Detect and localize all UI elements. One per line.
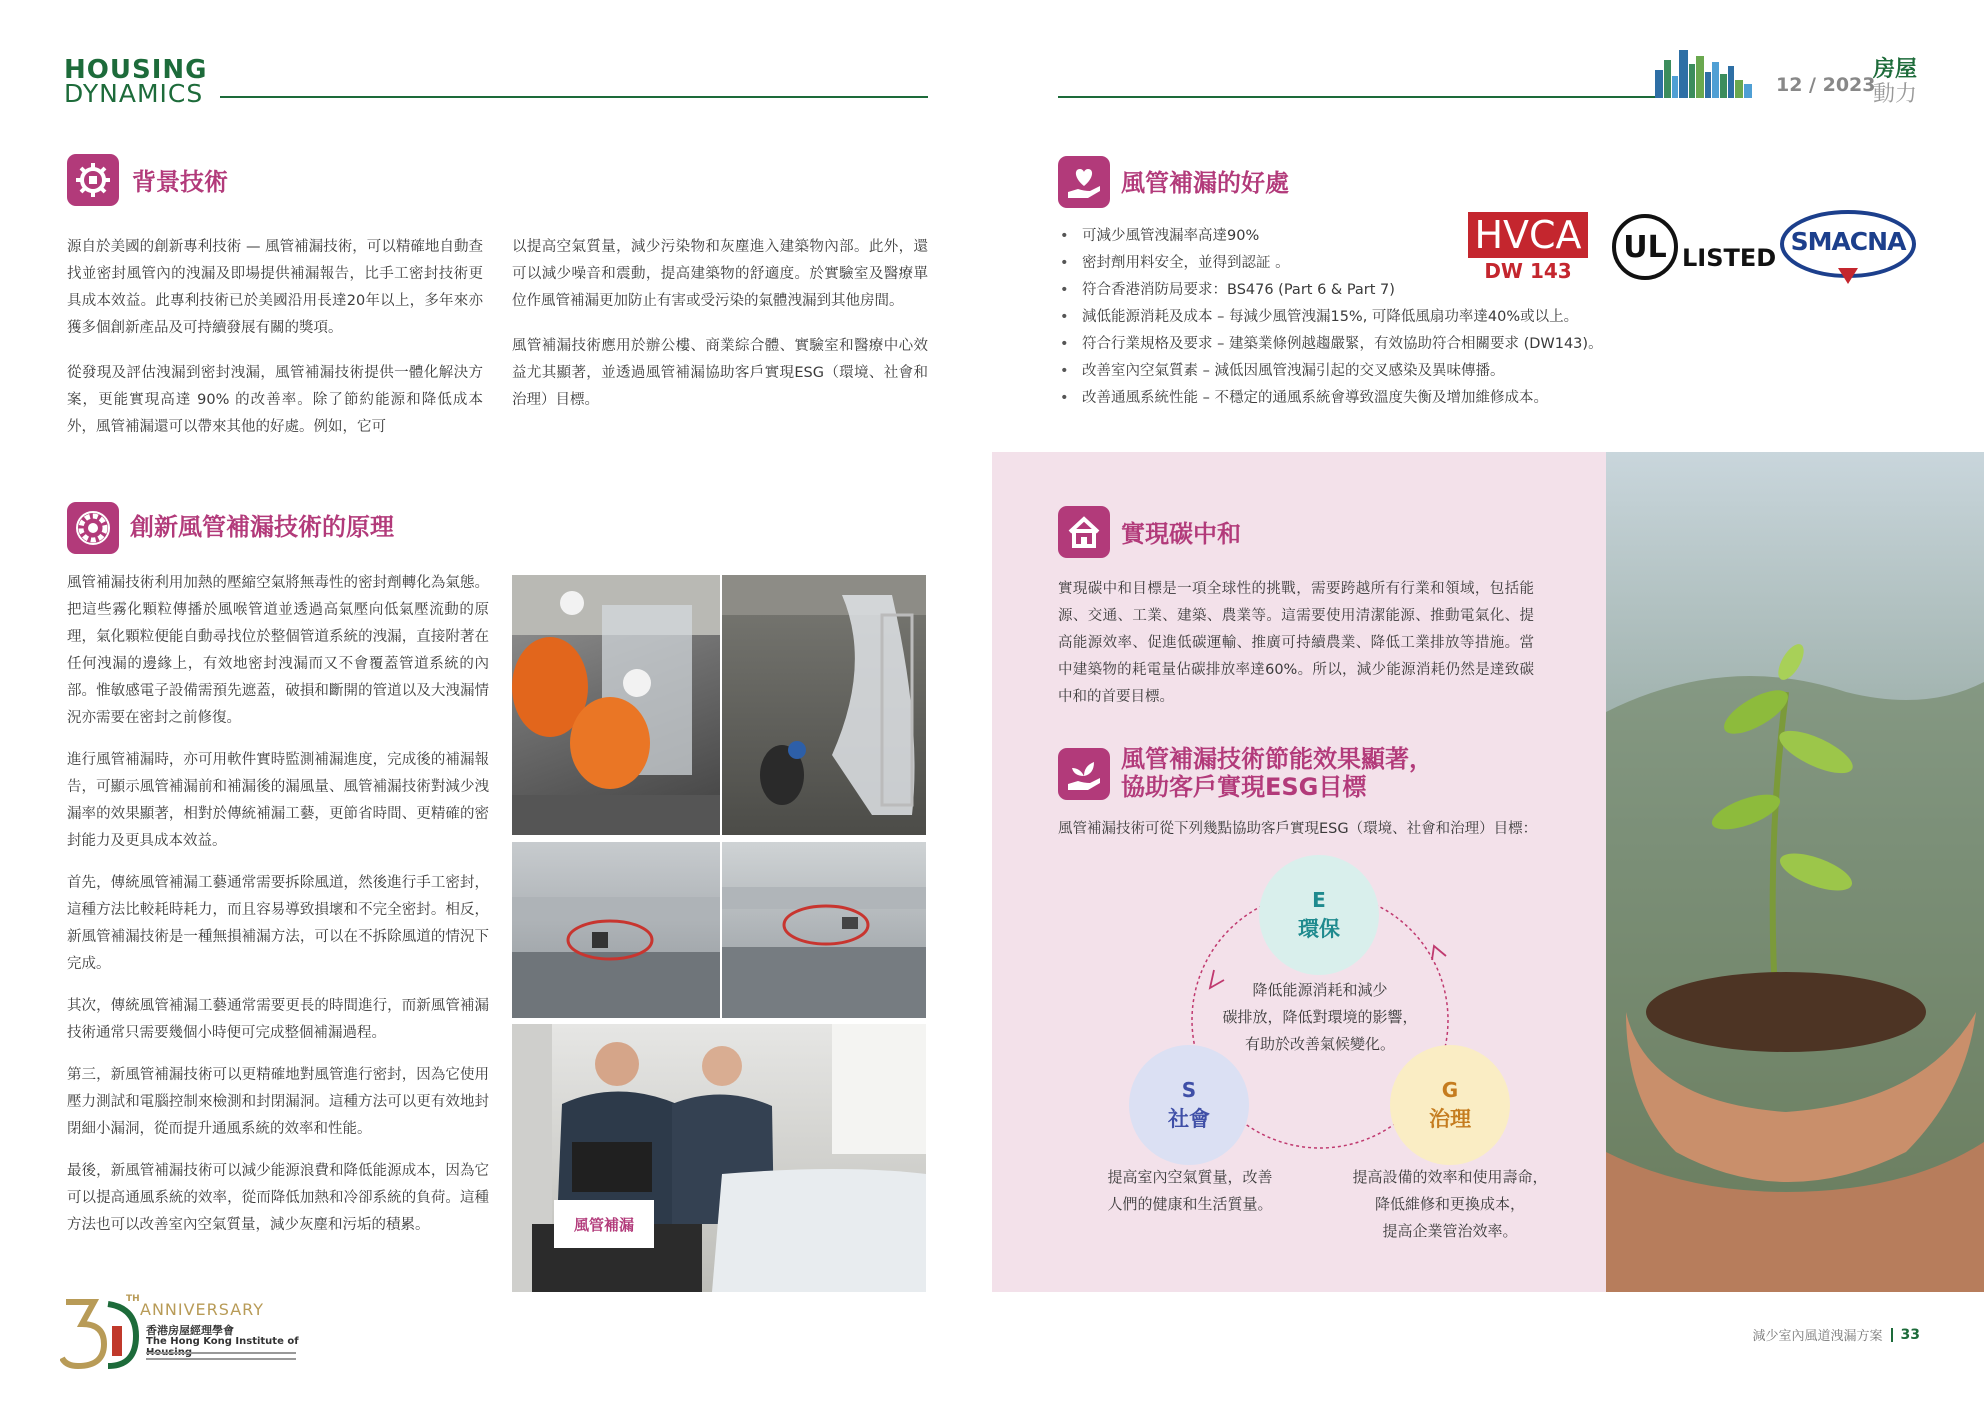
esg-g-letter: G xyxy=(1441,1078,1459,1102)
brand-line2: DYNAMICS xyxy=(64,79,204,108)
esg-g-desc-line: 提高企業管治效率。 xyxy=(1382,1222,1518,1240)
smacna-logo xyxy=(1778,208,1918,286)
esg-s-desc-line: 人們的健康和生活質量。 xyxy=(1107,1195,1273,1213)
list-item: • 符合行業規格及要求 – 建築業條例越趨嚴緊，有效協助符合相關要求 (DW143)。 xyxy=(1060,331,1660,358)
section-title-esg-1: 風管補漏技術節能效果顯著， xyxy=(1121,745,1433,773)
anniversary-th: TH xyxy=(126,1294,140,1304)
paragraph: 進行風管補漏時，亦可用軟件實時監測補漏進度，完成後的補漏報告，可顯示風管補漏前和補漏後的漏風量、風管補漏技術對減少洩漏率的效果顯著，相對於傳統補漏工藝，更節省時間、更精確的密封能力及更具成本效益。 xyxy=(67,752,489,849)
paragraph: 風管補漏技術利用加熱的壓縮空氣將無毒性的密封劑轉化為氣態。把這些霧化顆粒傳播於風喉管道並透過高氣壓向低氣壓流動的原理，氣化顆粒便能自動尋找位於整個管道系統的洩漏，直接附著在任何洩漏的邊緣上，有效地密封洩漏而又不會覆蓋管道系統的內部。惟敏感電子設備需預先遮蓋，破損和斷開的管道以及大洩漏情況亦需要在密封之前修復。 xyxy=(67,575,489,726)
header-rule-right xyxy=(1058,96,1656,98)
anniversary-text: ANNIVERSARY xyxy=(140,1300,265,1319)
ul-text: UL xyxy=(1623,229,1667,265)
hand-plant-icon xyxy=(1058,748,1110,800)
list-item: • 密封劑用料安全，並得到認証 。 xyxy=(1060,250,1660,277)
paragraph: 最後，新風管補漏技術可以減少能源浪費和降低能源成本，因為它可以提高通風系統的效率，從而降低加熱和冷卻系統的負荷。這種方法也可以改善室內空氣質量，減少灰塵和污垢的積累。 xyxy=(67,1163,489,1233)
esg-e-desc-line: 有助於改善氣候變化。 xyxy=(1244,1035,1395,1053)
esg-e-desc xyxy=(1180,977,1460,1058)
section-title-esg-2: 協助客戶實現ESG目標 xyxy=(1121,773,1367,801)
brand-line1: HOUSING xyxy=(64,55,208,85)
ul-listed-logo xyxy=(1612,214,1777,286)
esg-s-label: 社會 xyxy=(1168,1107,1210,1131)
list-item: • 改善室內空氣質素 – 減低因風管洩漏引起的交叉感染及異味傳播。 xyxy=(1060,358,1660,385)
paragraph: 以提高空氣質量，減少污染物和灰塵進入建築物內部。此外，還可以減少噪音和震動，提高建築物的舒適度。於實驗室及醫療單位作風管補漏更加防止有害或受污染的氣體洩漏到其他房間。 xyxy=(512,239,928,309)
paragraph: 其次，傳統風管補漏工藝通常需要更長的時間進行，而新風管補漏技術通常只需要幾個小時便可完成整個補漏過程。 xyxy=(67,998,489,1041)
esg-e-desc-line: 降低能源消耗和減少 xyxy=(1252,981,1388,999)
photo-technicians xyxy=(512,1024,926,1292)
esg-circle-g xyxy=(1390,1045,1510,1165)
esg-g-desc-line: 提高設備的效率和使用壽命， xyxy=(1352,1168,1548,1186)
footer-right xyxy=(1753,1325,1921,1344)
paragraph: 源自於美國的創新專利技術 — 風管補漏技術，可以精確地自動查找並密封風管內的洩漏及即場提供補漏報告，比手工密封技術更具成本效益。此專利技術已於美國沿用長達20年以上，多年來亦獲多個創新產品及可持續發展有關的獎項。 xyxy=(67,239,483,336)
esg-s-desc-line: 提高室內空氣質量，改善 xyxy=(1107,1168,1273,1186)
issue-date: 12 / 2023 xyxy=(1776,74,1876,96)
city-skyline-icon xyxy=(1655,46,1757,98)
section-title-background: 背景技術 xyxy=(132,168,228,196)
house-icon xyxy=(1058,506,1110,558)
photo-workers-orange xyxy=(512,575,720,835)
carbon-text: 實現碳中和目標是一項全球性的挑戰，需要跨越所有行業和領域，包括能源、交通、工業、建築、農業等。這需要使用清潔能源、推動電氣化、提高能源效率、促進低碳運輸、推廣可持續農業、降低工業排放等措施。當中建築物的耗電量佔碳排放率達60%。所以，減少能源消耗仍然是達致碳中和的首要目標。 xyxy=(1058,581,1534,705)
list-item: • 符合香港消防局要求：BS476 (Part 6 & Part 7) xyxy=(1060,277,1660,304)
gear-chip-icon xyxy=(67,154,119,206)
esg-e-desc-line: 碳排放，降低對環境的影響， xyxy=(1222,1008,1418,1026)
institute-en: The Hong Kong Institute of xyxy=(146,1336,299,1347)
list-item: • 改善通風系統性能 – 不穩定的通風系統會導致溫度失衡及增加維修成本。 xyxy=(1060,385,1660,412)
esg-g-label: 治理 xyxy=(1429,1107,1471,1131)
esg-g-desc-line: 降低維修和更換成本， xyxy=(1374,1195,1525,1213)
smacna-text: SMACNA xyxy=(1790,227,1906,256)
esg-intro: 風管補漏技術可從下列幾點協助客戶實現ESG（環境、社會和治理）目標： xyxy=(1058,821,1538,837)
esg-circle-e xyxy=(1259,855,1379,975)
anniversary-logo xyxy=(60,1292,320,1372)
background-col1 xyxy=(67,234,483,441)
esg-s-desc xyxy=(1080,1164,1300,1218)
article-title: 減少室內風道洩漏方案 xyxy=(1752,1329,1883,1344)
list-item: • 可減少風管洩漏率高達90% xyxy=(1060,223,1660,250)
list-item: • 減低能源消耗及成本 – 每減少風管洩漏15%, 可降低風扇功率達40%或以上。 xyxy=(1060,304,1660,331)
paragraph: 首先，傳統風管補漏工藝通常需要拆除風道，然後進行手工密封，這種方法比較耗時耗力，而且容易導致損壞和不完全密封。相反，新風管補漏技術是一種無損補漏方法，可以在不拆除風道的情況下完成。 xyxy=(67,875,489,972)
photo-duct-close1 xyxy=(512,842,720,1018)
brand-logo xyxy=(64,55,208,108)
hand-heart-icon xyxy=(1058,156,1110,208)
hvca-text: HVCA xyxy=(1468,212,1588,258)
listed-text: LISTED xyxy=(1682,244,1777,272)
institute-fineprint xyxy=(146,1358,296,1360)
photo-duct-sleeve xyxy=(722,575,926,835)
paragraph: 風管補漏技術應用於辦公樓、商業綜合體、實驗室和醫療中心效益尤其顯著，並透過風管補漏協助客戶實現ESG（環境、社會和治理）目標。 xyxy=(512,338,928,408)
title-cn-2: 動力 xyxy=(1873,82,1918,107)
section-title-benefits: 風管補漏的好處 xyxy=(1121,169,1289,197)
ul-circle xyxy=(1612,214,1678,280)
institute-cn: 香港房屋經理學會 xyxy=(146,1324,234,1337)
background-col2 xyxy=(512,234,928,414)
paragraph: 從發現及評估洩漏到密封洩漏，風管補漏技術提供一體化解決方案，更能實現高達 90% 的改善率。除了節約能源和降低成本外，風管補漏還可以帶來其他的好處。例如，它可 xyxy=(67,365,483,435)
photo-caption: 風管補漏 xyxy=(554,1200,654,1248)
esg-e-letter: E xyxy=(1312,888,1326,912)
esg-circle-s xyxy=(1129,1045,1249,1165)
footer-divider xyxy=(1891,1328,1893,1342)
hvca-sub: DW 143 xyxy=(1484,259,1572,283)
esg-e-label: 環保 xyxy=(1298,917,1340,941)
paragraph: 第三，新風管補漏技術可以更精確地對風管進行密封，因為它使用壓力測試和電腦控制來檢測和封閉漏洞。這種方法可以更有效地封閉細小漏洞，從而提升通風系統的效率和性能。 xyxy=(67,1067,489,1137)
esg-s-letter: S xyxy=(1181,1078,1197,1102)
gear-cog-icon xyxy=(67,502,119,554)
photo-duct-close2 xyxy=(722,842,926,1018)
section-title-carbon: 實現碳中和 xyxy=(1121,520,1241,548)
principle-text xyxy=(67,570,489,1239)
photo-hands-plant xyxy=(1606,452,1984,1292)
title-cn-1: 房屋 xyxy=(1873,57,1918,82)
section-title-principle: 創新風管補漏技術的原理 xyxy=(130,513,394,541)
page-number: 33 xyxy=(1900,1326,1920,1343)
hvca-logo xyxy=(1468,212,1588,284)
anniversary-emblem-icon xyxy=(60,1292,150,1372)
header-rule-left xyxy=(220,96,928,98)
institute-fineprint xyxy=(146,1352,296,1354)
esg-g-desc xyxy=(1330,1164,1570,1245)
